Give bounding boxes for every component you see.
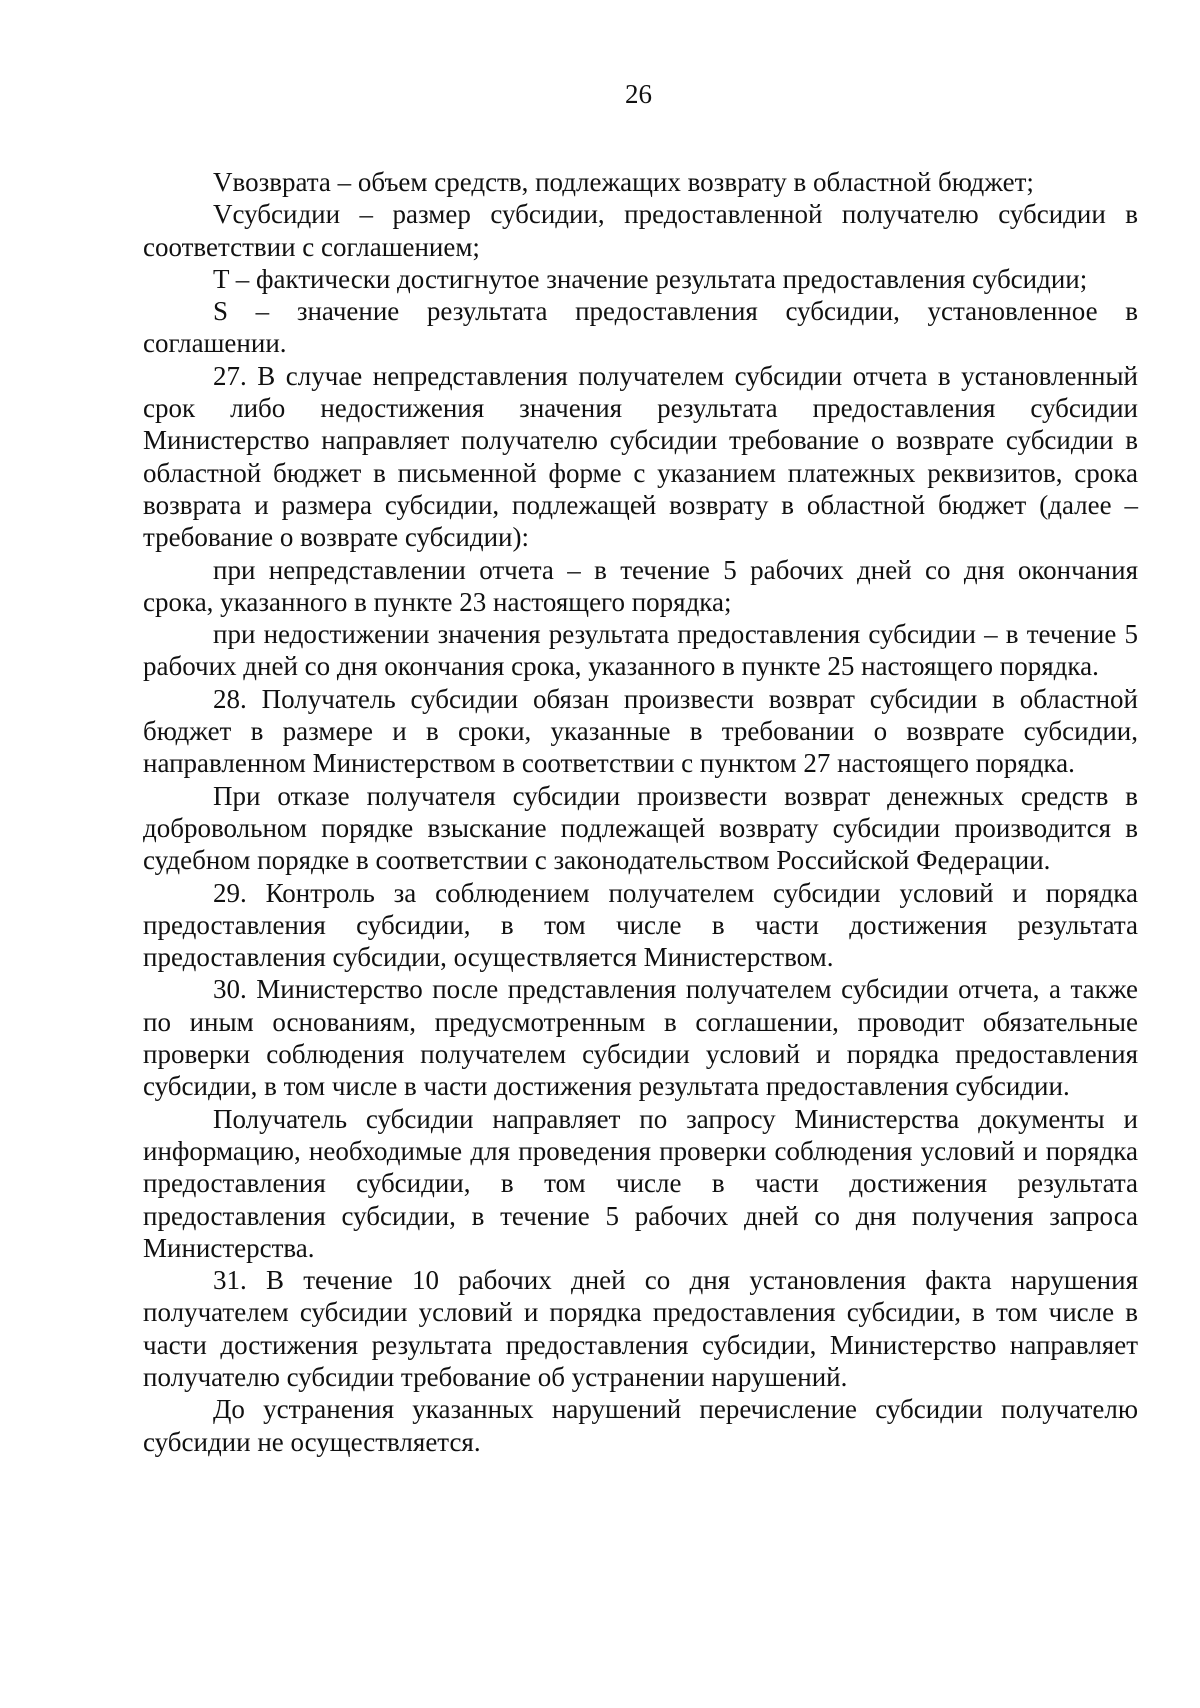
paragraph-t-value: T – фактически достигнутое значение результата предоставления субсидии; <box>213 263 1088 294</box>
page-number: 26 <box>625 79 652 109</box>
paragraph-s-value: S – значение результата предоставления субсидии, установленное в соглашении. <box>143 296 1138 359</box>
paragraph-clause-28-refusal: При отказе получателя субсидии произвести возврат денежных средств в добровольном порядке взыскание подлежащей возврату субсидии производится в судебном порядке в соответствии с законодательством Российской Федерации. <box>143 780 1138 876</box>
paragraph-v-return: Vвозврата – объем средств, подлежащих возврату в областной бюджет; <box>213 167 1034 197</box>
paragraph-clause-29: 29. Контроль за соблюдением получателем субсидии условий и порядка предоставления субсидии, в том числе в части достижения результата предоставления субсидии, осуществляется Министерством. <box>143 877 1138 973</box>
paragraph-clause-31-suspension: До устранения указанных нарушений перечисление субсидии получателю субсидии не осуществляется. <box>143 1394 1138 1457</box>
paragraph-clause-28: 28. Получатель субсидии обязан произвести возврат субсидии в областной бюджет в размере и в сроки, указанные в требовании о возврате субсидии, направленном Министерством в соответствии с пунктом 27 настоящего порядка. <box>143 683 1138 779</box>
paragraph-clause-30: 30. Министерство после представления получателем субсидии отчета, а также по иным основаниям, предусмотренным в соглашении, проводит обязательные проверки соблюдения получателем субсидии условий и порядка предоставления субсидии, в том числе в части достижения результата предоставления субсидии. <box>143 974 1138 1102</box>
paragraph-clause-27-result: при недостижении значения результата предоставления субсидии – в течение 5 рабочих дней со дня окончания срока, указанного в пункте 25 настоящего порядка. <box>143 619 1138 682</box>
paragraph-clause-30-documents: Получатель субсидии направляет по запросу Министерства документы и информацию, необходимые для проведения проверки соблюдения условий и порядка предоставления субсидии, в том числе в части достижения результата предоставления субсидии, в течение 5 рабочих дней со дня получения запроса Министерства. <box>143 1103 1138 1263</box>
paragraph-clause-27: 27. В случае непредставления получателем субсидии отчета в установленный срок либо недостижения значения результата предоставления субсидии Министерство направляет получателю субсидии требование о возврате субсидии в областной бюджет в письменной форме с указанием платежных реквизитов, срока возврата и размера субсидии, подлежащей возврату в областной бюджет (далее – требование о возврате субсидии): <box>143 360 1138 553</box>
paragraph-v-subsidy: Vсубсидии – размер субсидии, предоставленной получателю субсидии в соответствии с соглашением; <box>143 199 1138 262</box>
paragraph-clause-27-report: при непредставлении отчета – в течение 5 рабочих дней со дня окончания срока, указанного в пункте 23 настоящего порядка; <box>143 554 1138 617</box>
paragraph-clause-31: 31. В течение 10 рабочих дней со дня установления факта нарушения получателем субсидии условий и порядка предоставления субсидии, в том числе в части достижения результата предоставления субсидии, Министерство направляет получателю субсидии требование об устранении нарушений. <box>143 1265 1138 1392</box>
document-body <box>143 166 1138 1458</box>
